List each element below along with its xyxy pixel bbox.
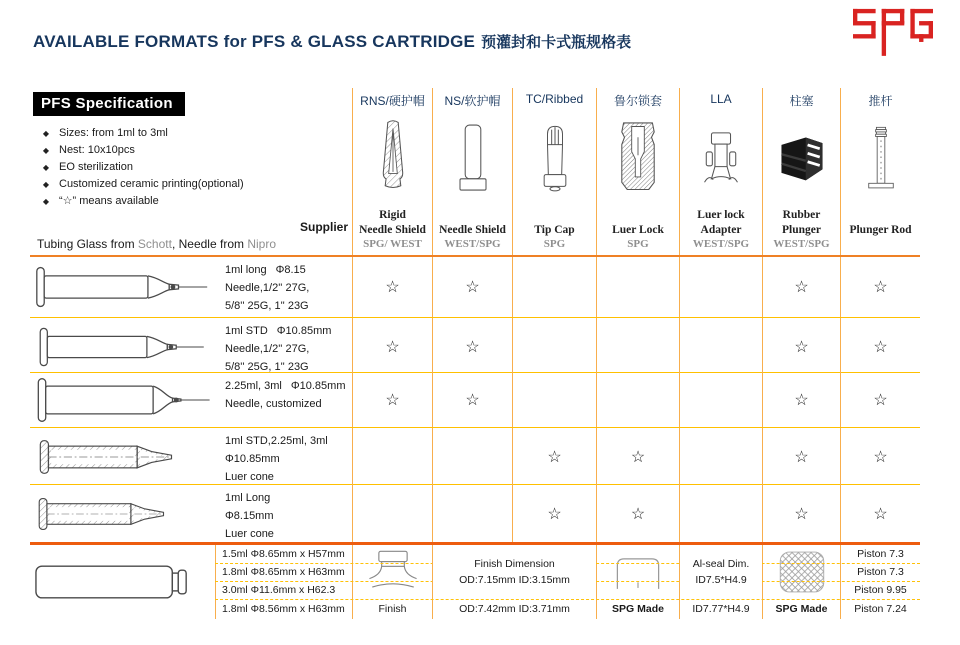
availability-cell (596, 373, 679, 427)
list-item (33, 193, 352, 210)
tubing-note-text: , Needle from (171, 237, 248, 251)
row-description (215, 428, 352, 486)
bullet-text: Sizes: from 1ml to 3ml (59, 127, 168, 139)
al-seal-title: Al-seal Dim. (692, 558, 750, 570)
staked-needle-syringe-icon (32, 262, 212, 312)
column-supplier: SPG (543, 238, 566, 250)
luer-lock-adapter-icon (695, 123, 747, 193)
spec-panel-title: PFS Specification (33, 92, 185, 116)
column-header-plunger-rod (840, 88, 920, 255)
availability-cell: ☆ (432, 318, 512, 376)
availability-cell: ☆ (840, 373, 920, 427)
column-header-ns (432, 88, 512, 255)
row-needle-spec: 5/8'' 25G, 1'' 23G (225, 300, 309, 312)
column-subtitle: Adapter (700, 224, 742, 236)
row-description (215, 373, 352, 427)
plunger-made-label: SPG Made (762, 599, 840, 619)
diamond-bullet-icon (33, 125, 59, 142)
availability-cell (679, 428, 762, 486)
column-supplier: WEST/SPG (444, 238, 501, 250)
tubing-note-text: Tubing Glass from (37, 237, 138, 251)
bullet-text: Nest: 10x10pcs (59, 144, 135, 156)
list-item (33, 142, 352, 159)
column-subtitle: Needle Shield (439, 224, 506, 236)
rigid-needle-shield-icon (367, 113, 419, 203)
availability-cell: ☆ (352, 373, 432, 427)
column-header-plunger (762, 88, 840, 255)
availability-cell: ☆ (352, 257, 432, 317)
staked-needle-syringe-icon (32, 375, 215, 425)
cartridge-section (30, 542, 920, 619)
column-subtitle: Plunger (782, 224, 821, 236)
staked-needle-syringe-icon (32, 323, 212, 371)
availability-cell: ☆ (432, 257, 512, 317)
availability-cell (432, 428, 512, 486)
column-subtitle: Tip Cap (534, 224, 575, 236)
availability-cell (512, 373, 596, 427)
row-size: 2.25ml, 3ml (225, 380, 282, 392)
availability-cell (512, 257, 596, 317)
availability-cell: ☆ (840, 428, 920, 486)
row-needle-spec: Needle,1/2'' 27G, (225, 343, 310, 355)
row-cone-type: Luer cone (225, 528, 274, 540)
availability-cell: ☆ (762, 428, 840, 486)
column-header-rns (352, 88, 432, 255)
diamond-bullet-icon (33, 159, 59, 176)
finish-dimension-title: Finish Dimension (474, 558, 555, 570)
availability-cell: ☆ (762, 318, 840, 376)
availability-cell: ☆ (762, 485, 840, 543)
plunger-rod-icon (858, 115, 904, 201)
availability-cell: ☆ (596, 485, 679, 543)
column-supplier: SPG/ WEST (363, 238, 422, 250)
availability-cell: ☆ (762, 373, 840, 427)
bullet-text: “☆” means available (59, 195, 159, 207)
table-row (30, 373, 920, 428)
availability-cell: ☆ (512, 428, 596, 486)
row-size: 1ml Long (225, 492, 271, 504)
list-item (33, 125, 352, 142)
luer-lock-made-label: SPG Made (596, 599, 679, 619)
spec-bullet-list (33, 125, 352, 210)
availability-cell (679, 485, 762, 543)
glass-brand: Schott (137, 237, 172, 251)
spg-logo-icon (853, 6, 933, 64)
al-seal-cap-icon (608, 553, 668, 591)
column-label: 柱塞 (789, 94, 814, 108)
diamond-bullet-icon (33, 193, 59, 210)
availability-cell (596, 257, 679, 317)
row-size: 1ml STD (225, 325, 268, 337)
page-title (33, 18, 631, 55)
finish-dimension-row4: OD:7.42mm ID:3.71mm (432, 599, 596, 619)
column-header-luer-lock (596, 88, 679, 255)
availability-cell: ☆ (840, 257, 920, 317)
availability-cell (679, 257, 762, 317)
column-header-lla (679, 88, 762, 255)
row-diameter: Φ10.85mm (290, 380, 346, 392)
piston-value: Piston 7.3 (840, 563, 920, 581)
tip-cap-icon (530, 116, 580, 200)
availability-cell (512, 318, 596, 376)
column-supplier: WEST/SPG (773, 238, 830, 250)
availability-cell: ☆ (512, 485, 596, 543)
row-diameter: Φ10.85mm (276, 325, 332, 337)
table-row (30, 257, 920, 318)
finish-dimension (432, 545, 596, 599)
column-label: LLA (710, 92, 732, 106)
supplier-label: Supplier (299, 220, 348, 234)
column-header-tc (512, 88, 596, 255)
availability-cell: ☆ (352, 318, 432, 376)
row-size: 1ml STD,2.25ml, 3ml (225, 435, 328, 447)
row-description (215, 257, 352, 317)
column-label: TC/Ribbed (525, 92, 584, 106)
availability-cell: ☆ (596, 428, 679, 486)
table-row (30, 318, 920, 373)
row-diameter: Φ8.15 (275, 264, 306, 276)
bullet-text: EO sterilization (59, 161, 133, 173)
column-subtitle: Luer Lock (612, 224, 664, 236)
availability-cell: ☆ (840, 485, 920, 543)
bullet-text: Customized ceramic printing(optional) (59, 178, 244, 190)
spec-table (30, 88, 920, 619)
tubing-note (33, 234, 352, 255)
list-item (33, 159, 352, 176)
finish-dimension-value: OD:7.15mm ID:3.15mm (459, 574, 570, 586)
availability-cell (679, 373, 762, 427)
availability-cell (352, 428, 432, 486)
availability-cell (432, 485, 512, 543)
al-seal-row4: ID7.77*H4.9 (679, 599, 762, 619)
page-title-english: AVAILABLE FORMATS for PFS & GLASS CARTRIDGE (33, 32, 476, 51)
piston-value: Piston 7.3 (840, 545, 920, 563)
row-size: 1ml long (225, 264, 267, 276)
column-supplier: WEST/SPG (692, 238, 750, 250)
diamond-bullet-icon (33, 142, 59, 159)
row-description (215, 318, 352, 376)
table-header (30, 88, 920, 257)
column-label: RNS/硬护帽 (360, 94, 425, 108)
row-needle-spec: Needle,1/2'' 27G, (225, 282, 310, 294)
table-row (30, 485, 920, 542)
rubber-plunger-icon (774, 131, 830, 185)
column-subtitle: Plunger Rod (849, 224, 912, 236)
piston-value: Piston 7.24 (840, 599, 920, 619)
pfs-spec-panel (30, 88, 352, 255)
cartridge-size: 3.0ml Φ11.6mm x H62.3 (215, 581, 352, 599)
availability-cell (352, 485, 432, 543)
column-supplier: SPG (627, 238, 649, 250)
cartridge-size: 1.8ml Φ8.56mm x H63mm (215, 599, 352, 619)
crosshatch-plunger-icon (773, 547, 831, 597)
availability-cell (679, 318, 762, 376)
column-label: 推杆 (868, 94, 893, 108)
cartridge-size: 1.5ml Φ8.65mm x H57mm (215, 545, 352, 563)
row-needle-spec: 5/8'' 25G, 1'' 23G (225, 361, 309, 373)
finish-profile-icon (360, 547, 426, 597)
column-label: 鲁尔锁套 (613, 94, 662, 108)
availability-cell: ☆ (432, 373, 512, 427)
row-diameter: Φ8.15mm (225, 510, 274, 522)
luer-lock-icon (611, 116, 665, 200)
finish-label: Finish (352, 599, 432, 619)
column-subtitle: Rigid (379, 209, 406, 221)
needle-brand: Nipro (247, 237, 277, 251)
diamond-bullet-icon (33, 176, 59, 193)
dashed-divider (215, 599, 920, 600)
row-needle-spec: Needle, customized (225, 398, 322, 410)
column-subtitle: Luer lock (697, 209, 745, 221)
al-seal-value: ID7.5*H4.9 (695, 574, 747, 586)
luer-cone-syringe-icon (32, 438, 197, 476)
column-label: NS/软护帽 (444, 94, 501, 108)
availability-cell: ☆ (762, 257, 840, 317)
row-diameter: Φ10.85mm (225, 453, 280, 465)
table-row (30, 428, 920, 485)
availability-cell (596, 318, 679, 376)
luer-cone-syringe-icon (32, 496, 187, 532)
cartridge-size: 1.8ml Φ8.65mm x H63mm (215, 563, 352, 581)
list-item (33, 176, 352, 193)
soft-needle-shield-icon (447, 116, 499, 200)
column-subtitle: Rubber (782, 209, 821, 221)
glass-cartridge-icon (32, 562, 200, 602)
availability-cell: ☆ (840, 318, 920, 376)
page-title-chinese: 预灌封和卡式瓶规格表 (481, 35, 632, 51)
row-cone-type: Luer cone (225, 471, 274, 483)
al-seal-dimension (679, 545, 762, 599)
piston-value: Piston 9.95 (840, 581, 920, 599)
row-description (215, 485, 352, 543)
column-subtitle: Needle Shield (359, 224, 426, 236)
